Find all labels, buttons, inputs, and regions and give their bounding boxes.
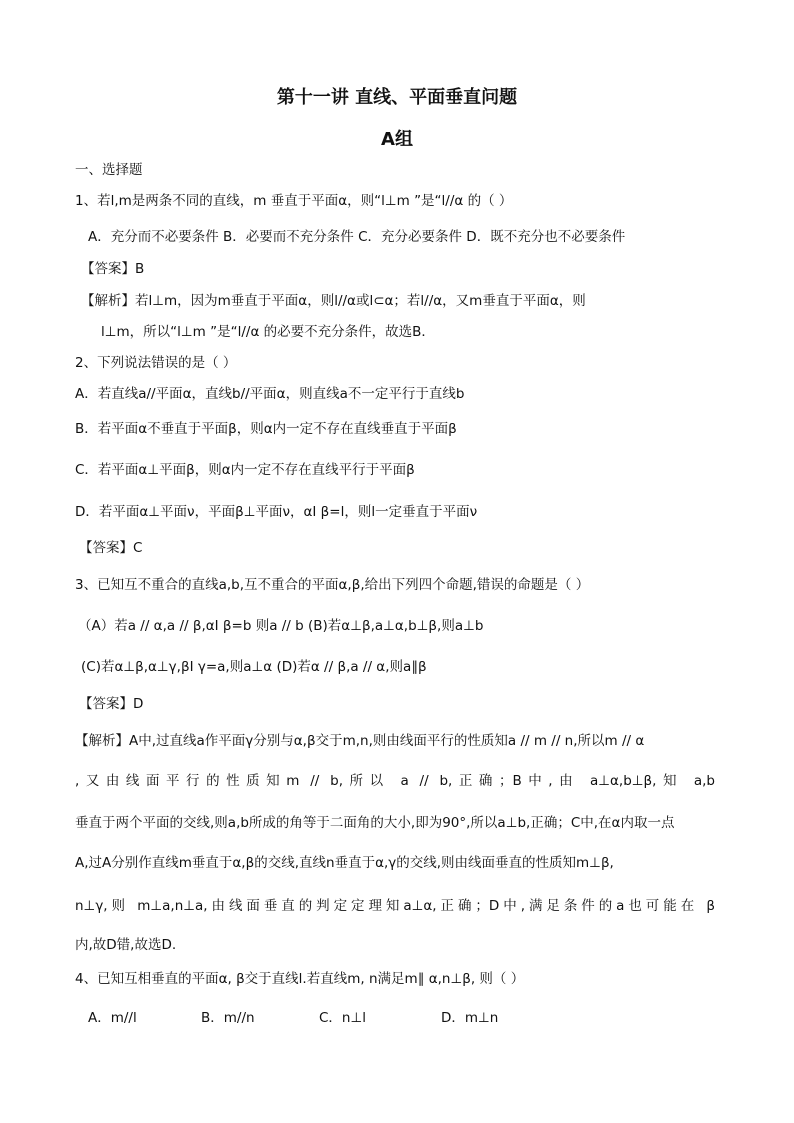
section-heading: 一、选择题 — [75, 162, 143, 178]
q4-option-d: D．m⊥n — [441, 1010, 499, 1026]
q1-answer: 【答案】B — [81, 261, 145, 277]
q1-analysis-line1: 【解析】若l⊥m，因为m垂直于平面α，则l//α或l⊂α；若l//α，又m垂直于平面α，则 — [81, 293, 586, 309]
q1-options: A．充分而不必要条件 B．必要而不充分条件 C．充分必要条件 D．既不充分也不必要条件 — [88, 229, 626, 245]
q1-analysis-line2: l⊥m，所以“l⊥m ”是“l//α 的必要不充分条件，故选B． — [101, 324, 435, 340]
q3-options-ab: （A）若a // α,a // β,αI β=b 则a // b (B)若α⊥β,a⊥α,b⊥β,则a⊥b — [78, 618, 484, 634]
q3-options-cd: (C)若α⊥β,α⊥γ,βI γ=a,则a⊥α (D)若α // β,a // α,则a∥β — [81, 659, 427, 675]
q4-option-b: B．m//n — [201, 1010, 255, 1026]
q3-analysis-line4: A,过A分别作直线m垂直于α,β的交线,直线n垂直于α,γ的交线,则由线面垂直的性质知m⊥β, — [75, 855, 614, 871]
q2-stem: 2、下列说法错误的是（ ） — [75, 355, 237, 371]
q3-analysis-line1: 【解析】A中,过直线a作平面γ分别与α,β交于m,n,则由线面平行的性质知a // m // n,所以m // α — [75, 733, 645, 749]
q3-answer: 【答案】D — [79, 696, 144, 712]
group-heading: A组 — [381, 129, 413, 150]
q4-option-c: C．n⊥l — [319, 1010, 366, 1026]
q4-option-a: A．m//l — [88, 1010, 137, 1026]
q2-answer: 【答案】C — [79, 540, 143, 556]
q1-stem: 1、若l,m是两条不同的直线，m 垂直于平面α，则“l⊥m ”是“l//α 的（ ） — [75, 193, 513, 209]
q3-analysis-line3: 垂直于两个平面的交线,则a,b所成的角等于二面角的大小,即为90°,所以a⊥b,正确；C中,在α内取一点 — [75, 815, 675, 831]
q2-option-b: B．若平面α不垂直于平面β，则α内一定不存在直线垂直于平面β — [75, 421, 457, 437]
q3-stem: 3、已知互不重合的直线a,b,互不重合的平面α,β,给出下列四个命题,错误的命题是（ ） — [75, 577, 590, 593]
q2-option-c: C．若平面α⊥平面β，则α内一定不存在直线平行于平面β — [75, 462, 415, 478]
q3-analysis-line2: ,又由线面平行的性质知m // b,所以 a // b,正确；B中,由 a⊥α,b⊥β,知 a,b — [75, 773, 715, 789]
q2-option-a: A．若直线a//平面α，直线b//平面α，则直线a不一定平行于直线b — [75, 386, 465, 402]
q3-analysis-line5: n⊥γ,则 m⊥a,n⊥a,由线面垂直的判定定理知a⊥α,正确；D中,满足条件的a也可能在 β — [75, 898, 715, 914]
q3-analysis-line6: 内,故D错,故选D. — [75, 937, 177, 953]
page-title: 第十一讲 直线、平面垂直问题 — [276, 87, 518, 108]
q2-option-d: D．若平面α⊥平面ν，平面β⊥平面ν，αI β=l，则l一定垂直于平面ν — [75, 504, 478, 520]
q4-stem: 4、已知互相垂直的平面α, β交于直线l.若直线m, n满足m∥ α,n⊥β, 则（ ） — [75, 971, 525, 987]
